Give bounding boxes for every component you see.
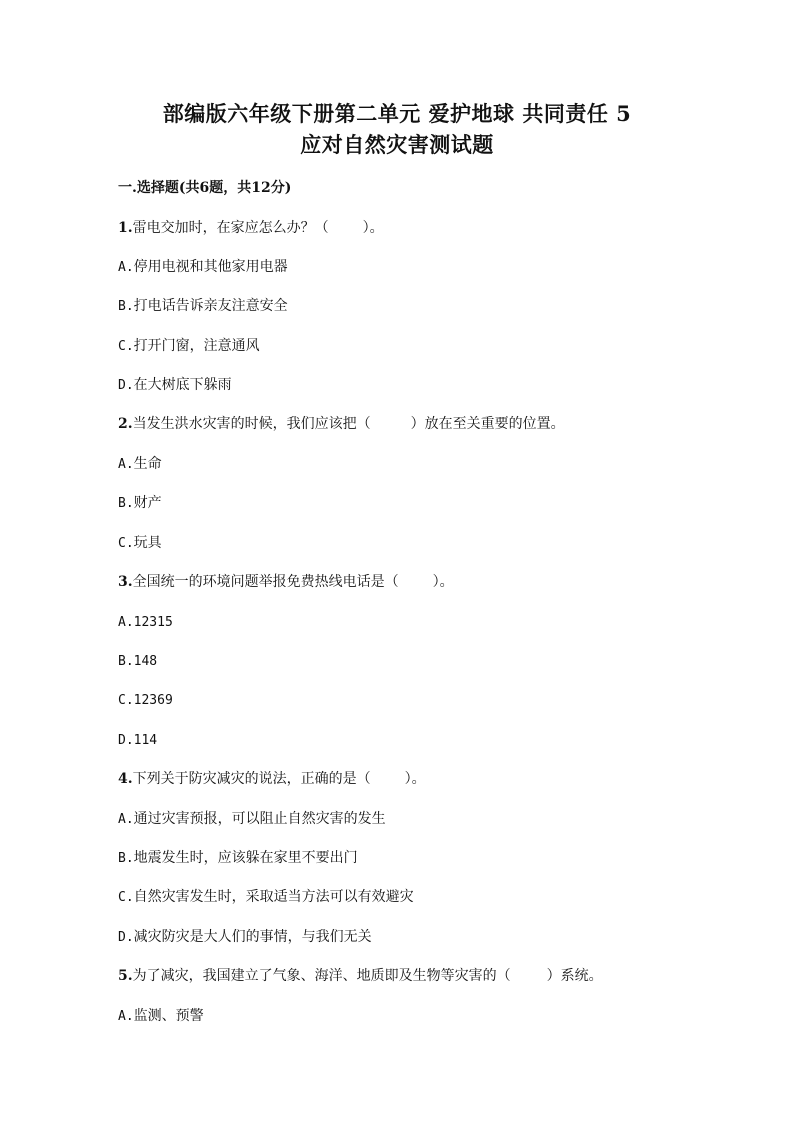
option-text: 财产	[133, 495, 162, 511]
option-letter: A.	[118, 812, 134, 827]
question-5-option-a	[118, 1006, 204, 1027]
question-number: 1.	[118, 220, 133, 236]
question-stem-end: ）。	[404, 771, 426, 787]
question-4-option-d	[118, 927, 372, 948]
question-stem-text: 为了减灾，我国建立了气象、海洋、地质即及生物等灾害的（	[132, 968, 511, 984]
question-number: 4.	[118, 771, 133, 787]
option-text: 减灾防灾是大人们的事情，与我们无关	[133, 929, 372, 945]
question-2-stem	[118, 414, 565, 434]
option-text: 自然灾害发生时，采取适当方法可以有效避灾	[133, 889, 414, 905]
question-stem-text: 雷电交加时，在家应怎么办？（	[132, 220, 329, 236]
option-text: 生命	[133, 456, 162, 472]
question-stem-end: ）系统。	[546, 968, 603, 984]
option-letter: C.	[118, 693, 134, 708]
option-letter: D.	[118, 378, 134, 393]
question-number: 5.	[118, 968, 133, 984]
option-text: 通过灾害预报，可以阻止自然灾害的发生	[133, 811, 386, 827]
question-3-stem	[118, 572, 454, 592]
option-text: 地震发生时，应该躲在家里不要出门	[133, 850, 358, 866]
question-3-option-c	[118, 690, 173, 711]
option-text: 玩具	[133, 535, 162, 551]
option-text: 114	[133, 733, 158, 748]
question-1-option-c	[118, 336, 260, 357]
option-letter: B.	[118, 851, 134, 866]
question-number: 3.	[118, 574, 133, 590]
question-stem-end: ）。	[362, 220, 384, 236]
option-text: 监测、预警	[133, 1008, 204, 1024]
question-1-option-a	[118, 257, 288, 278]
option-letter: A.	[118, 1009, 134, 1024]
option-letter: B.	[118, 299, 134, 314]
question-1-option-d	[118, 375, 232, 396]
question-stem-text: 当发生洪水灾害的时候，我们应该把（	[132, 416, 371, 432]
question-2-option-c	[118, 533, 162, 554]
option-letter: A.	[118, 260, 134, 275]
option-letter: D.	[118, 930, 134, 945]
question-stem-end: ）放在至关重要的位置。	[410, 416, 565, 432]
option-text: 打电话告诉亲友注意安全	[133, 298, 288, 314]
option-letter: B.	[118, 654, 134, 669]
option-text: 在大树底下躲雨	[133, 377, 232, 393]
option-text: 12315	[133, 615, 173, 630]
question-4-option-c	[118, 887, 414, 908]
question-stem-end: ）。	[432, 574, 454, 590]
question-3-option-a	[118, 612, 173, 633]
question-3-option-b	[118, 651, 157, 672]
option-letter: C.	[118, 536, 134, 551]
option-letter: C.	[118, 339, 134, 354]
question-4-option-a	[118, 809, 386, 830]
option-letter: A.	[118, 457, 134, 472]
option-letter: D.	[118, 733, 134, 748]
section-heading: 一.选择题(共6题，共12分)	[118, 180, 292, 196]
question-3-option-d	[118, 730, 157, 751]
option-text: 148	[133, 654, 158, 669]
question-2-option-b	[118, 493, 162, 514]
document-title-line1: 部编版六年级下册第二单元 爱护地球 共同责任 5	[162, 101, 632, 126]
question-stem-text: 全国统一的环境问题举报免费热线电话是（	[132, 574, 399, 590]
option-letter: A.	[118, 615, 134, 630]
question-5-stem	[118, 966, 603, 986]
question-1-option-b	[118, 296, 288, 317]
option-text: 12369	[133, 693, 173, 708]
option-letter: C.	[118, 890, 134, 905]
question-1-stem	[118, 218, 384, 238]
question-4-option-b	[118, 848, 358, 869]
question-number: 2.	[118, 416, 133, 432]
question-4-stem	[118, 769, 426, 789]
option-letter: B.	[118, 496, 134, 511]
question-stem-text: 下列关于防灾减灾的说法，正确的是（	[132, 771, 371, 787]
question-2-option-a	[118, 454, 162, 475]
option-text: 打开门窗，注意通风	[133, 338, 260, 354]
option-text: 停用电视和其他家用电器	[133, 259, 288, 275]
document-title-line2: 应对自然灾害测试题	[300, 132, 494, 157]
